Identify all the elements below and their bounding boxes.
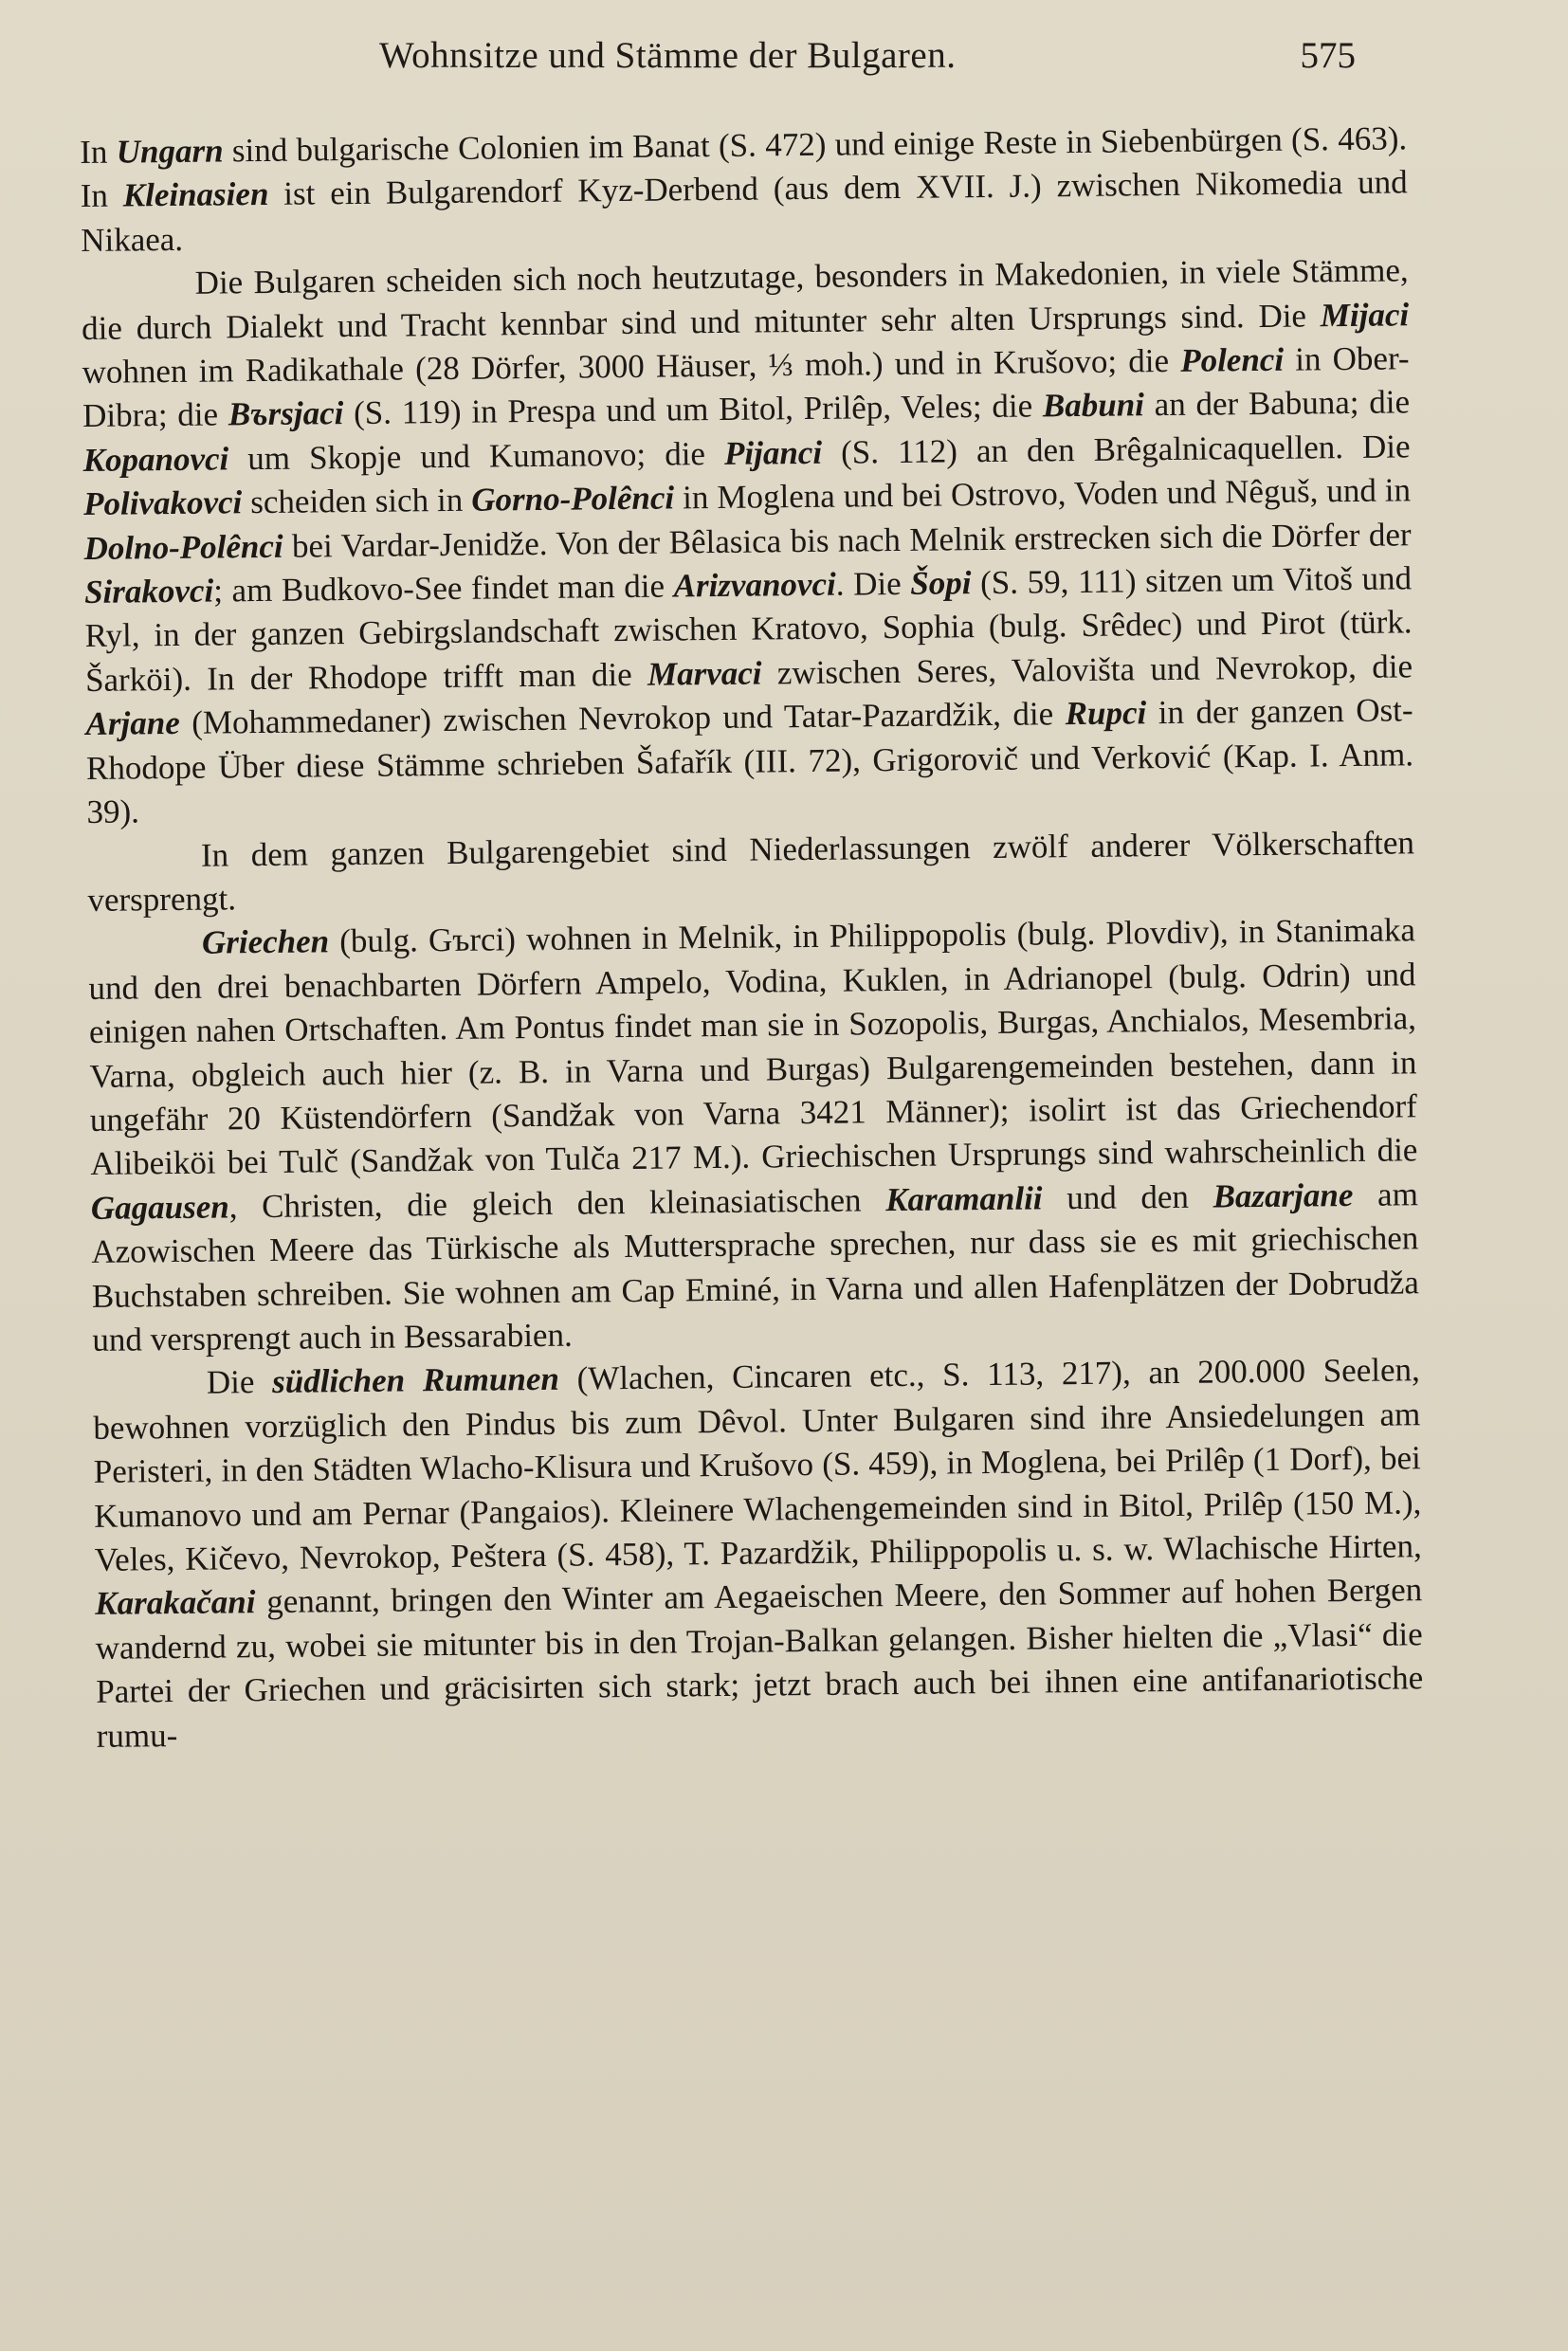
emphasized-term: Mijaci (1320, 295, 1410, 334)
emphasized-term: Arjane (85, 704, 180, 743)
text-run: sind bulgarische Colonien im Banat (S. 472) und einige Reste in Siebenbürgen (S. 463). In (80, 119, 1408, 215)
text-run: (Wlachen, Cincaren etc., S. 113, 217), an 200.000 Seelen, bewohnen vorzüglich den Pindus bis zum Dêvol. Unter Bulgaren sind ihre Ansiedelungen am Peristeri, in den Städten Wlacho-Klisura und Krušovo (S. 459), in Moglena, bei Prilêp (1 Dorf), bei Kumanovo und am Pernar (Pangaios). Kleinere Wlachengemeinden sind in Bitol, Prilêp (150 M.), Veles, Kičevo, Nevrokop, Peštera (S. 458), T. Pazardžik, Philippopolis u. s. w. Wlachische Hirten, (93, 1351, 1422, 1578)
text-run: (Mohammedaner) zwischen Nevrokop und Tatar-Pazardžik, die (179, 695, 1066, 742)
text-run: am Azowischen Meere das Türkische als Muttersprache sprechen, nur dass sie es mit griechischen Buchstaben schreiben. Sie wohnen am Cap Eminé, in Varna und allen Hafenplätzen der Dobrudža und versprengt auch in Bessarabien. (91, 1176, 1419, 1358)
emphasized-term: Pijanci (723, 433, 823, 472)
paragraph (80, 117, 1408, 263)
emphasized-term: Sirakovci (83, 572, 214, 611)
emphasized-term: Gagausen (90, 1188, 229, 1227)
text-run: Die Bulgaren scheiden sich noch heutzutage, besonders in Makedonien, in viele Stämme, die durch Dialekt und Tracht kennbar sind und mitunter sehr alten Ursprungs sind. Die (81, 251, 1409, 347)
text-run: um Skopje und Kumanovo; die (228, 434, 725, 478)
text-run: und den (1042, 1177, 1213, 1217)
paragraph (88, 909, 1420, 1363)
text-run: (S. 119) in Prespa und um Bitol, Prilêp, Veles; die (343, 387, 1044, 432)
text-run: (bulg. Gъrci) wohnen in Melnik, in Philippopolis (bulg. Plovdiv), in Stanimaka und den drei benachbarten Dörfern Ampelo, Vodina, Kuklen, in Adrianopel (bulg. Odrin) und einigen nahen Ortschaften. Am Pontus findet man sie in Sozopolis, Burgas, Anchialos, Mesembria, Varna, obgleich auch hier (z. B. in Varna und Burgas) Bulgarengemeinden bestehen, dann in ungefähr 20 Küstendörfern (Sandžak von Varna 3421 Männer); isolirt ist das Griechendorf Alibeiköi bei Tulč (Sandžak von Tulča 217 M.). Griechischen Ursprungs sind wahrscheinlich die (88, 911, 1418, 1183)
text-run: ; am Budkovo-See findet man die (212, 567, 674, 610)
running-title: Wohnsitze und Stämme der Bulgaren. (379, 35, 957, 76)
text-run: ist ein Bulgarendorf Kyz-Derbend (aus dem XVII. J.) zwischen Nikomedia und Nikaea. (81, 163, 1408, 259)
emphasized-term: Šopi (910, 564, 972, 602)
text-run: in der ganzen Ost-Rhodope Über diese Stämme schrieben Šafařík (III. 72), Grigorovič und Verković (Kap. I. Anm. 39). (85, 691, 1414, 831)
emphasized-term: Polenci (1180, 340, 1285, 379)
text-run: , Christen, die gleich den kleinasiatischen (228, 1180, 886, 1226)
emphasized-term: Kleinasien (122, 175, 269, 214)
text-run: zwischen Seres, Valovišta und Nevrokop, die (761, 647, 1413, 692)
emphasized-term: Kopanovci (82, 440, 229, 479)
paragraph (93, 1349, 1424, 1759)
emphasized-term: Bъrsjaci (228, 394, 344, 433)
emphasized-term: südlichen Rumunen (271, 1360, 560, 1401)
text-run: scheiden sich in (242, 481, 472, 521)
text-run: In (80, 133, 117, 171)
text-run: In dem ganzen Bulgarengebiet sind Niederlassungen zwölf anderer Völkerschaften versprengt. (87, 823, 1415, 919)
emphasized-term: Dolno-Polênci (83, 527, 283, 567)
emphasized-term: Rupci (1065, 694, 1147, 733)
emphasized-term: Karakačani (95, 1583, 256, 1623)
emphasized-term: Polivakovci (82, 483, 243, 523)
emphasized-term: Ungarn (116, 132, 224, 171)
text-run: wohnen im Radikathale (28 Dörfer, 3000 Häuser, ⅓ moh.) und in Krušovo; die (82, 341, 1181, 392)
text-run: an der Babuna; die (1143, 383, 1411, 424)
text-run: in Ober-Dibra; die (82, 339, 1410, 435)
paragraph (87, 821, 1415, 922)
text-run: . Die (835, 564, 911, 603)
emphasized-term: Gorno-Polênci (471, 479, 675, 519)
emphasized-term: Bazarjane (1212, 1176, 1354, 1215)
text-run: (S. 112) an den Brêgalnicaquellen. Die (821, 428, 1411, 471)
running-header (379, 34, 1384, 82)
text-run: bei Vardar-Jenidže. Von der Bêlasica bis nach Melnik erstrecken sich die Dörfer der (283, 515, 1412, 565)
text-run: in Moglena und bei Ostrovo, Voden und Nêguš, und in (673, 471, 1412, 517)
emphasized-term: Griechen (201, 922, 330, 962)
body-text (80, 117, 1424, 1759)
paragraph (81, 249, 1413, 835)
emphasized-term: Babuni (1042, 386, 1145, 425)
text-run: (S. 59, 111) sitzen um Vitoš und Ryl, in der ganzen Gebirgslandschaft zwischen Kratovo, Sophia (bulg. Srêdec) und Pirot (türk. Šarköi). In der Rhodope trifft man die (84, 559, 1413, 699)
text-run: genannt, bringen den Winter am Aegaeischen Meere, den Sommer auf hohen Bergen wandernd zu, wobei sie mitunter bis in den Trojan-Balkan gelangen. Bisher hielten die „Vlasi“ die Partei der Griechen und gräcisirten sich stark; jetzt brach auch bei ihnen eine antifanariotische rumu- (95, 1571, 1424, 1755)
emphasized-term: Karamanlii (885, 1179, 1043, 1218)
page-number: 575 (1300, 35, 1356, 76)
emphasized-term: Marvaci (647, 654, 762, 693)
emphasized-term: Arizvanovci (673, 565, 836, 605)
text-run: Die (206, 1363, 273, 1402)
